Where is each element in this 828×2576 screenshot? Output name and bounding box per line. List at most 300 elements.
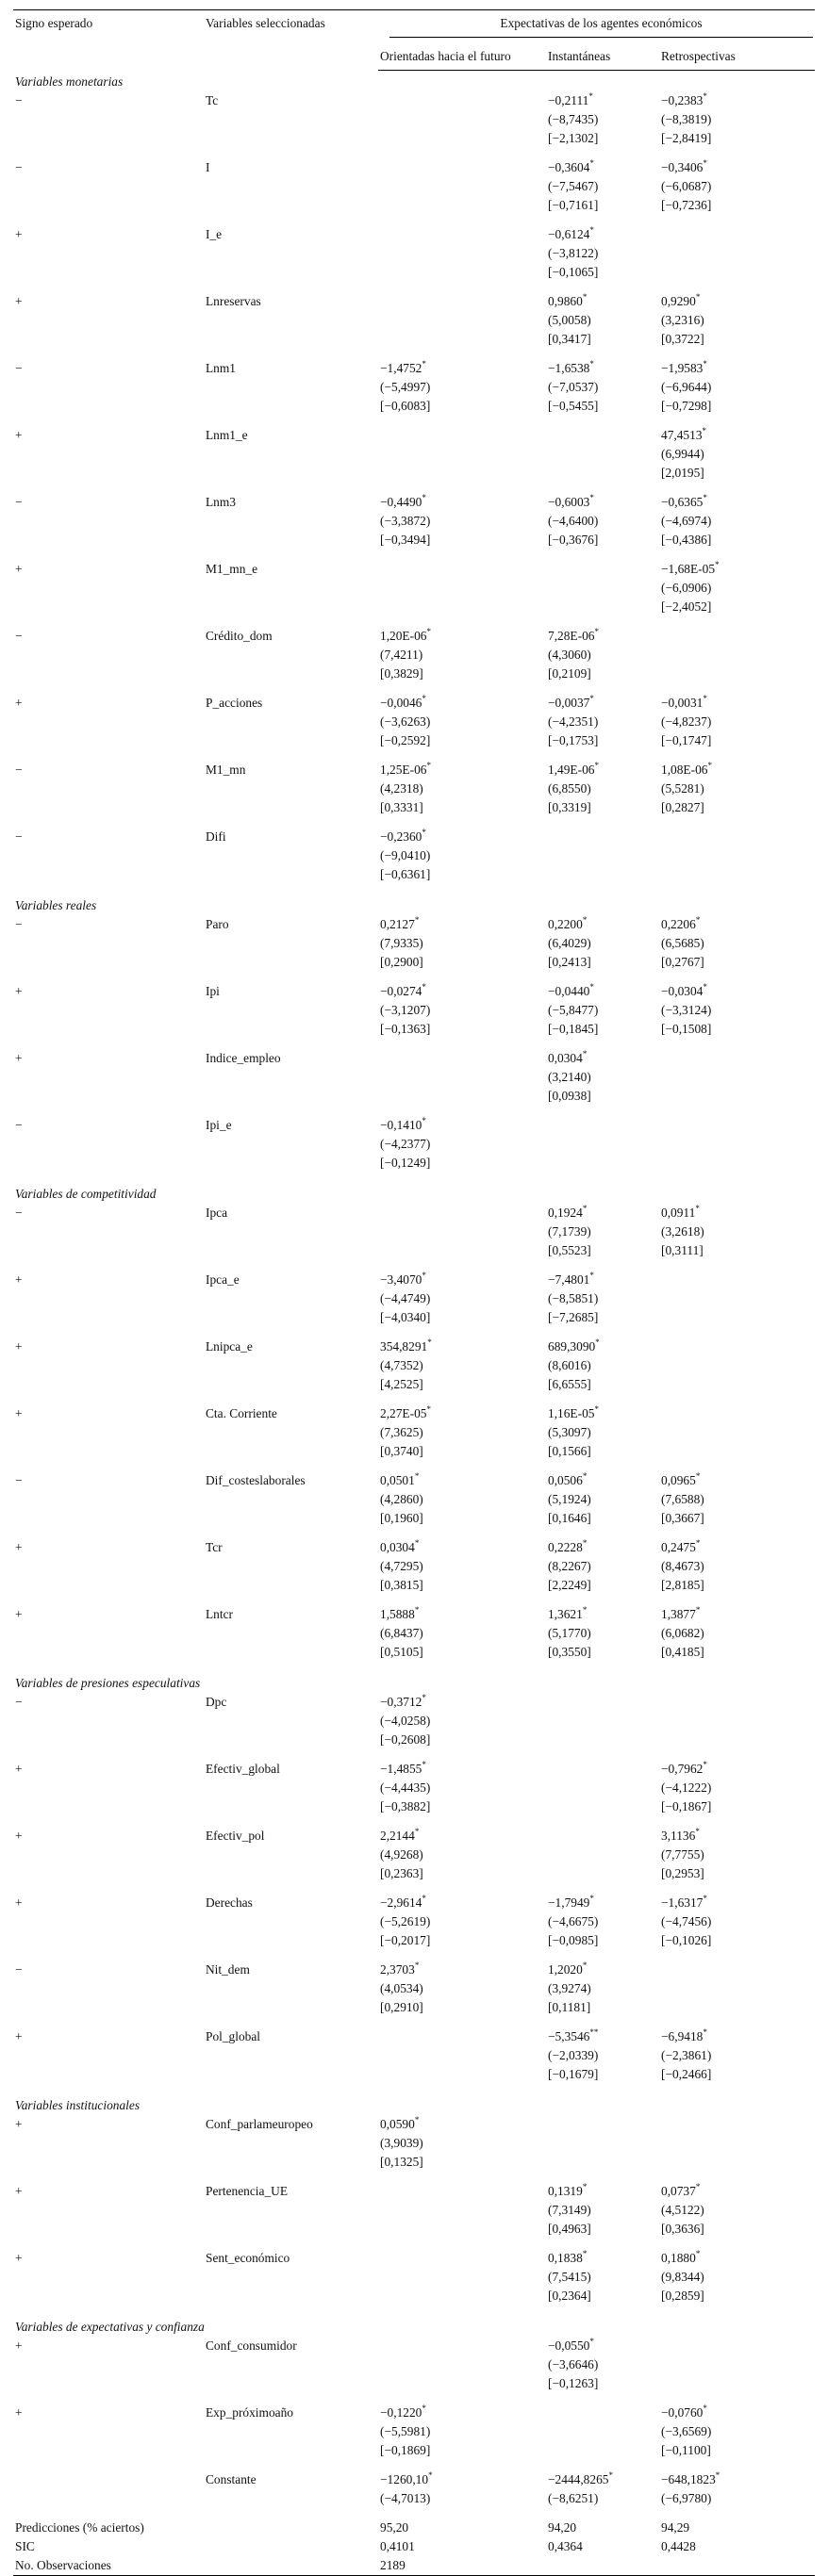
expected-sign: −: [15, 917, 23, 931]
coefficient-value: 1,3621: [548, 1607, 583, 1621]
coef-cell-future: [378, 1605, 546, 1672]
coef-cell-retro: [659, 694, 815, 761]
coef-cell-retro: [659, 982, 815, 1049]
marginal-effect: [−0,2608]: [380, 1732, 431, 1747]
header-instant: Instantáneas: [546, 41, 659, 71]
coefficient-value: −1260,10: [380, 2472, 429, 2486]
t-statistic: (5,0058): [548, 313, 591, 327]
variable-name: Cta. Corriente: [206, 1406, 277, 1420]
expected-sign: +: [15, 227, 23, 241]
expected-sign: −: [15, 1206, 23, 1220]
section-title: Variables institucionales: [15, 2098, 141, 2112]
variable-name: Crédito_dom: [206, 629, 273, 643]
coef-cell-future: [378, 1538, 546, 1605]
coefficient-line: [661, 2404, 813, 2422]
coef-cell-instant: [546, 1204, 659, 1271]
coefficient-value: 1,25E-06: [380, 763, 427, 777]
expected-sign: +: [15, 2029, 23, 2043]
coefficient-value: −0,3604: [548, 160, 590, 174]
coef-cell-instant: [546, 1538, 659, 1605]
table-row: [13, 1337, 815, 1404]
t-statistic: (4,9268): [380, 1847, 423, 1862]
significance-mark: *: [715, 2470, 720, 2480]
expected-sign: −: [15, 763, 23, 777]
coefficient-line: [380, 982, 544, 1001]
coefficient-value: −0,7962: [661, 1762, 704, 1776]
t-statistic: (−4,2377): [380, 1137, 431, 1151]
t-statistic: (3,2316): [661, 313, 704, 327]
table-row: [13, 1827, 815, 1894]
t-statistic: (−8,3819): [661, 112, 712, 126]
coefficient-line: [661, 1605, 813, 1624]
coefficient-line: [661, 761, 813, 779]
significance-mark: *: [422, 359, 426, 369]
coef-cell-instant: [546, 91, 659, 158]
significance-mark: *: [427, 1337, 432, 1347]
coefficient-line: [548, 292, 657, 311]
coefficient-value: 1,2020: [548, 1962, 583, 1977]
significance-mark: *: [589, 2337, 594, 2346]
variable-name: Ipi: [206, 984, 220, 998]
coef-cell-future: [378, 1894, 546, 1961]
significance-mark: **: [589, 2027, 599, 2037]
coefficient-value: 7,28E-06: [548, 629, 595, 643]
coef-cell-future: [378, 2249, 546, 2316]
coefficient-line: [380, 1271, 544, 1289]
coefficient-value: 0,0304: [548, 1051, 583, 1065]
coef-cell-instant: [546, 1271, 659, 1337]
variable-name: Exp_próximoaño: [206, 2405, 293, 2420]
table-body: [13, 71, 815, 2576]
marginal-effect: [−0,7161]: [548, 198, 599, 212]
significance-mark: *: [428, 2470, 433, 2480]
coefficient-line: [548, 1538, 657, 1557]
variable-name: M1_mn_e: [206, 562, 258, 576]
coefficient-value: −1,9583: [661, 361, 704, 375]
expected-sign: +: [15, 1540, 23, 1554]
coefficient-line: [380, 694, 544, 713]
coef-cell-instant: [546, 2182, 659, 2249]
coef-cell-retro: [659, 2404, 815, 2470]
coefficient-line: [548, 158, 657, 177]
marginal-effect: [6,6555]: [548, 1377, 591, 1391]
t-statistic: (−7,5467): [548, 179, 599, 193]
coefficient-value: 0,2206: [661, 917, 696, 931]
section-title: Variables reales: [15, 898, 97, 912]
expected-sign: +: [15, 1607, 23, 1621]
section-title: Variables de competitividad: [15, 1187, 157, 1201]
coef-cell-instant: [546, 1961, 659, 2027]
coef-cell-instant: [546, 694, 659, 761]
coefficient-value: −5,3546: [548, 2029, 590, 2043]
coefficient-line: [548, 225, 657, 244]
coef-cell-instant: [546, 2470, 659, 2519]
marginal-effect: [−0,1753]: [548, 733, 599, 747]
variable-name: Derechas: [206, 1895, 253, 1910]
regression-table-container: [13, 0, 815, 2576]
table-row: [13, 982, 815, 1049]
coefficient-value: −6,9418: [661, 2029, 704, 2043]
coef-cell-instant: [546, 1827, 659, 1894]
coef-cell-retro: [659, 1827, 815, 1894]
coefficient-value: −648,1823: [661, 2472, 716, 2486]
significance-mark: *: [422, 1693, 426, 1702]
t-statistic: (3,9039): [380, 2136, 423, 2150]
t-statistic: (−5,4997): [380, 380, 431, 394]
table-row: [13, 2182, 815, 2249]
coefficient-line: [380, 2470, 544, 2489]
variable-name: Conf_consumidor: [206, 2338, 297, 2353]
coefficient-value: −1,6538: [548, 361, 590, 375]
variable-name: M1_mn: [206, 763, 246, 777]
coef-cell-instant: [546, 292, 659, 359]
footer-retro: 0,4428: [661, 2539, 696, 2553]
coef-cell-retro: [659, 1337, 815, 1404]
coef-cell-instant: [546, 2115, 659, 2182]
t-statistic: (−5,2619): [380, 1914, 431, 1928]
table-row: [13, 225, 815, 292]
t-statistic: (5,1924): [548, 1492, 591, 1506]
marginal-effect: [−0,6361]: [380, 867, 431, 881]
significance-mark: *: [422, 493, 426, 502]
marginal-effect: [0,3417]: [548, 332, 591, 346]
significance-mark: *: [582, 1961, 588, 1970]
expected-sign: −: [15, 1962, 23, 1977]
variable-name: Lnm1: [206, 361, 236, 375]
coefficient-line: [548, 2027, 657, 2046]
marginal-effect: [−2,1302]: [548, 131, 599, 145]
marginal-effect: [−0,1263]: [548, 2376, 599, 2390]
marginal-effect: [0,2363]: [380, 1866, 423, 1880]
significance-mark: *: [414, 1827, 420, 1836]
variable-name: Dif_costeslaborales: [206, 1473, 306, 1487]
t-statistic: (−3,6263): [380, 714, 431, 729]
coef-cell-instant: [546, 158, 659, 225]
t-statistic: (6,8550): [548, 781, 591, 796]
significance-mark: *: [695, 1605, 701, 1615]
significance-mark: *: [588, 91, 593, 101]
t-statistic: (−8,6251): [548, 2491, 599, 2505]
marginal-effect: [−0,4386]: [661, 533, 712, 547]
significance-mark: *: [703, 1894, 707, 1903]
section-title: Variables de presiones especulativas: [15, 1676, 201, 1690]
marginal-effect: [0,2767]: [661, 955, 704, 969]
coefficient-line: [548, 1404, 657, 1423]
coef-cell-future: [378, 1827, 546, 1894]
coef-cell-future: [378, 2337, 546, 2404]
coef-cell-future: [378, 2027, 546, 2094]
coefficient-value: 354,8291: [380, 1339, 428, 1354]
coef-cell-instant: [546, 1760, 659, 1827]
coefficient-value: 0,1880: [661, 2251, 696, 2265]
significance-mark: *: [703, 359, 707, 369]
significance-mark: *: [589, 1271, 594, 1280]
significance-mark: *: [695, 2182, 701, 2191]
coefficient-line: [661, 2027, 813, 2046]
table-row: [13, 627, 815, 694]
significance-mark: *: [703, 2404, 707, 2413]
table-row: [13, 761, 815, 828]
t-statistic: (−4,4435): [380, 1780, 431, 1795]
coefficient-line: [380, 1116, 544, 1135]
marginal-effect: [−0,3494]: [380, 533, 431, 547]
coefficient-value: 3,1136: [661, 1829, 696, 1843]
expected-sign: −: [15, 1695, 23, 1709]
coef-cell-retro: [659, 1605, 815, 1672]
coef-cell-retro: [659, 1116, 815, 1183]
coefficient-line: [548, 694, 657, 713]
marginal-effect: [4,2525]: [380, 1377, 423, 1391]
coef-cell-retro: [659, 560, 815, 627]
coefficient-value: −2,9614: [380, 1895, 422, 1910]
significance-mark: *: [422, 1116, 426, 1125]
coefficient-line: [548, 2470, 657, 2489]
coef-cell-instant: [546, 1116, 659, 1183]
significance-mark: *: [703, 982, 707, 992]
expected-sign: −: [15, 829, 23, 844]
coef-cell-retro: [659, 915, 815, 982]
t-statistic: (4,0534): [380, 1981, 423, 1995]
significance-mark: *: [589, 1894, 594, 1903]
coef-cell-future: [378, 158, 546, 225]
variable-name: Tcr: [206, 1540, 223, 1554]
coefficient-value: 0,9290: [661, 294, 696, 308]
marginal-effect: [0,3815]: [380, 1578, 423, 1592]
header-future: Orientadas hacia el futuro: [378, 41, 546, 71]
table-row: [13, 2249, 815, 2316]
marginal-effect: [−0,1026]: [661, 1933, 712, 1947]
coefficient-line: [548, 915, 657, 934]
table-row: [13, 1204, 815, 1271]
section-title: Variables monetarias: [15, 74, 124, 89]
coef-cell-retro: [659, 2337, 815, 2404]
marginal-effect: [−0,1065]: [548, 265, 599, 279]
table-row: [13, 1049, 815, 1116]
significance-mark: *: [422, 694, 426, 703]
coef-cell-future: [378, 1404, 546, 1471]
marginal-effect: [0,3331]: [380, 800, 423, 814]
significance-mark: *: [422, 2404, 426, 2413]
t-statistic: (6,9944): [661, 447, 704, 461]
marginal-effect: [0,1960]: [380, 1511, 423, 1525]
expected-sign: +: [15, 984, 23, 998]
coefficient-value: 1,20E-06: [380, 629, 427, 643]
variable-name: Ipca_e: [206, 1272, 240, 1287]
coefficient-line: [380, 1693, 544, 1712]
coefficient-value: 689,3090: [548, 1339, 596, 1354]
table-row: [13, 2115, 815, 2182]
coefficient-line: [380, 627, 544, 646]
coef-cell-retro: [659, 1271, 815, 1337]
header-variables: Variables seleccionadas: [204, 10, 378, 71]
significance-mark: *: [703, 694, 707, 703]
coefficient-line: [661, 1471, 813, 1490]
footer-future: 95,20: [380, 2520, 409, 2535]
footer-future: 2189: [378, 2556, 546, 2576]
significance-mark: *: [582, 292, 588, 302]
coef-cell-instant: [546, 560, 659, 627]
coef-cell-retro: [659, 1538, 815, 1605]
coef-cell-future: [378, 1337, 546, 1404]
marginal-effect: [−0,3882]: [380, 1799, 431, 1813]
coef-cell-future: [378, 1760, 546, 1827]
coef-cell-future: [378, 1693, 546, 1760]
expected-sign: +: [15, 1762, 23, 1776]
variable-name: Lnm1_e: [206, 428, 248, 442]
coefficient-value: −1,4752: [380, 361, 422, 375]
significance-mark: *: [594, 627, 599, 636]
t-statistic: (9,8344): [661, 2270, 704, 2284]
significance-mark: *: [414, 1961, 420, 1970]
marginal-effect: [−0,1747]: [661, 733, 712, 747]
table-row: [13, 2470, 815, 2519]
significance-mark: *: [594, 1404, 599, 1414]
coefficient-line: [548, 1894, 657, 1912]
coef-cell-instant: [546, 359, 659, 426]
coef-cell-future: [378, 627, 546, 694]
coefficient-line: [661, 982, 813, 1001]
significance-mark: *: [582, 1538, 588, 1548]
coefficient-line: [380, 359, 544, 378]
marginal-effect: [0,1566]: [548, 1444, 591, 1458]
expected-sign: +: [15, 1895, 23, 1910]
significance-mark: *: [595, 1337, 600, 1347]
coef-cell-instant: [546, 2249, 659, 2316]
coefficient-line: [380, 1894, 544, 1912]
significance-mark: *: [422, 1760, 426, 1769]
table-row: [13, 1538, 815, 1605]
table-row: [13, 359, 815, 426]
expected-sign: +: [15, 428, 23, 442]
variable-name: I: [206, 160, 210, 174]
section-header: [13, 2316, 815, 2337]
coef-cell-retro: [659, 158, 815, 225]
coefficient-value: 0,2200: [548, 917, 583, 931]
footer-instant: [546, 2556, 659, 2576]
significance-mark: *: [426, 1404, 431, 1414]
t-statistic: (−4,1222): [661, 1780, 712, 1795]
coefficient-value: −0,0037: [548, 696, 590, 710]
t-statistic: (7,1739): [548, 1224, 591, 1239]
coefficient-line: [548, 1204, 657, 1222]
table-row: [13, 1894, 815, 1961]
section-header: [13, 1183, 815, 1204]
coef-cell-instant: [546, 1471, 659, 1538]
footer-instant: 0,4364: [548, 2539, 583, 2553]
marginal-effect: [0,1181]: [548, 2000, 591, 2014]
t-statistic: (4,2860): [380, 1492, 423, 1506]
variable-name: Constante: [206, 2472, 257, 2486]
t-statistic: (−3,1207): [380, 1003, 431, 1017]
coef-cell-retro: [659, 1404, 815, 1471]
table-row: [13, 1605, 815, 1672]
footer-future: 0,4101: [380, 2539, 415, 2553]
coef-cell-instant: [546, 1404, 659, 1471]
t-statistic: (7,7755): [661, 1847, 704, 1862]
coef-cell-instant: [546, 2337, 659, 2404]
significance-mark: *: [582, 915, 588, 925]
expected-sign: −: [15, 495, 23, 509]
expected-sign: +: [15, 1829, 23, 1843]
variable-name: Tc: [206, 93, 219, 107]
section-header: [13, 1672, 815, 1693]
coef-cell-future: [378, 1471, 546, 1538]
section-title: Variables de expectativas y confianza: [15, 2320, 205, 2334]
t-statistic: (7,6588): [661, 1492, 704, 1506]
coefficient-line: [548, 1605, 657, 1624]
coef-cell-future: [378, 2470, 546, 2519]
coef-cell-future: [378, 560, 546, 627]
significance-mark: *: [695, 1204, 700, 1213]
coefficient-value: 0,1838: [548, 2251, 583, 2265]
marginal-effect: [−0,5455]: [548, 399, 599, 413]
marginal-effect: [−0,2592]: [380, 733, 431, 747]
coef-cell-instant: [546, 761, 659, 828]
coefficient-line: [380, 915, 544, 934]
coefficient-line: [548, 91, 657, 110]
coefficient-value: −0,2111: [548, 93, 589, 107]
t-statistic: (4,5122): [661, 2203, 704, 2217]
coef-cell-future: [378, 2182, 546, 2249]
coefficient-value: 0,1924: [548, 1206, 583, 1220]
coefficient-value: 0,0737: [661, 2184, 696, 2198]
coefficient-line: [548, 2249, 657, 2268]
t-statistic: (−3,3124): [661, 1003, 712, 1017]
t-statistic: (−7,0537): [548, 380, 599, 394]
coef-cell-retro: [659, 2027, 815, 2094]
coef-cell-instant: [546, 1894, 659, 1961]
coef-cell-future: [378, 1049, 546, 1116]
significance-mark: *: [589, 694, 594, 703]
coefficient-line: [548, 1961, 657, 1979]
marginal-effect: [−0,0985]: [548, 1933, 599, 1947]
coefficient-line: [661, 493, 813, 512]
coefficient-value: 2,27E-05: [380, 1406, 427, 1420]
significance-mark: *: [582, 1049, 588, 1058]
coefficient-line: [661, 694, 813, 713]
marginal-effect: [0,4185]: [661, 1645, 704, 1659]
coef-cell-future: [378, 1961, 546, 2027]
section-header: [13, 894, 815, 915]
t-statistic: (−4,8237): [661, 714, 712, 729]
significance-mark: *: [695, 915, 701, 925]
footer-row: [13, 2556, 815, 2576]
marginal-effect: [0,2413]: [548, 955, 591, 969]
coef-cell-retro: [659, 1760, 815, 1827]
variable-name: Efectiv_pol: [206, 1829, 265, 1843]
coef-cell-retro: [659, 1693, 815, 1760]
expected-sign: +: [15, 696, 23, 710]
coefficient-value: −0,3406: [661, 160, 704, 174]
coefficient-value: −0,0440: [548, 984, 590, 998]
marginal-effect: [0,3111]: [661, 1243, 704, 1257]
t-statistic: (−3,8122): [548, 246, 599, 260]
table-row: [13, 1961, 815, 2027]
significance-mark: *: [695, 2249, 701, 2258]
coefficient-value: −0,0046: [380, 696, 422, 710]
coefficient-line: [380, 1760, 544, 1779]
expected-sign: −: [15, 361, 23, 375]
header-sign: Signo esperado: [13, 10, 204, 71]
marginal-effect: [−0,7236]: [661, 198, 712, 212]
coefficient-line: [548, 2182, 657, 2201]
coef-cell-instant: [546, 426, 659, 493]
t-statistic: (5,3097): [548, 1425, 591, 1439]
coefficient-line: [380, 1605, 544, 1624]
coef-cell-instant: [546, 493, 659, 560]
t-statistic: (−3,6646): [548, 2357, 599, 2371]
marginal-effect: [0,2109]: [548, 666, 591, 681]
